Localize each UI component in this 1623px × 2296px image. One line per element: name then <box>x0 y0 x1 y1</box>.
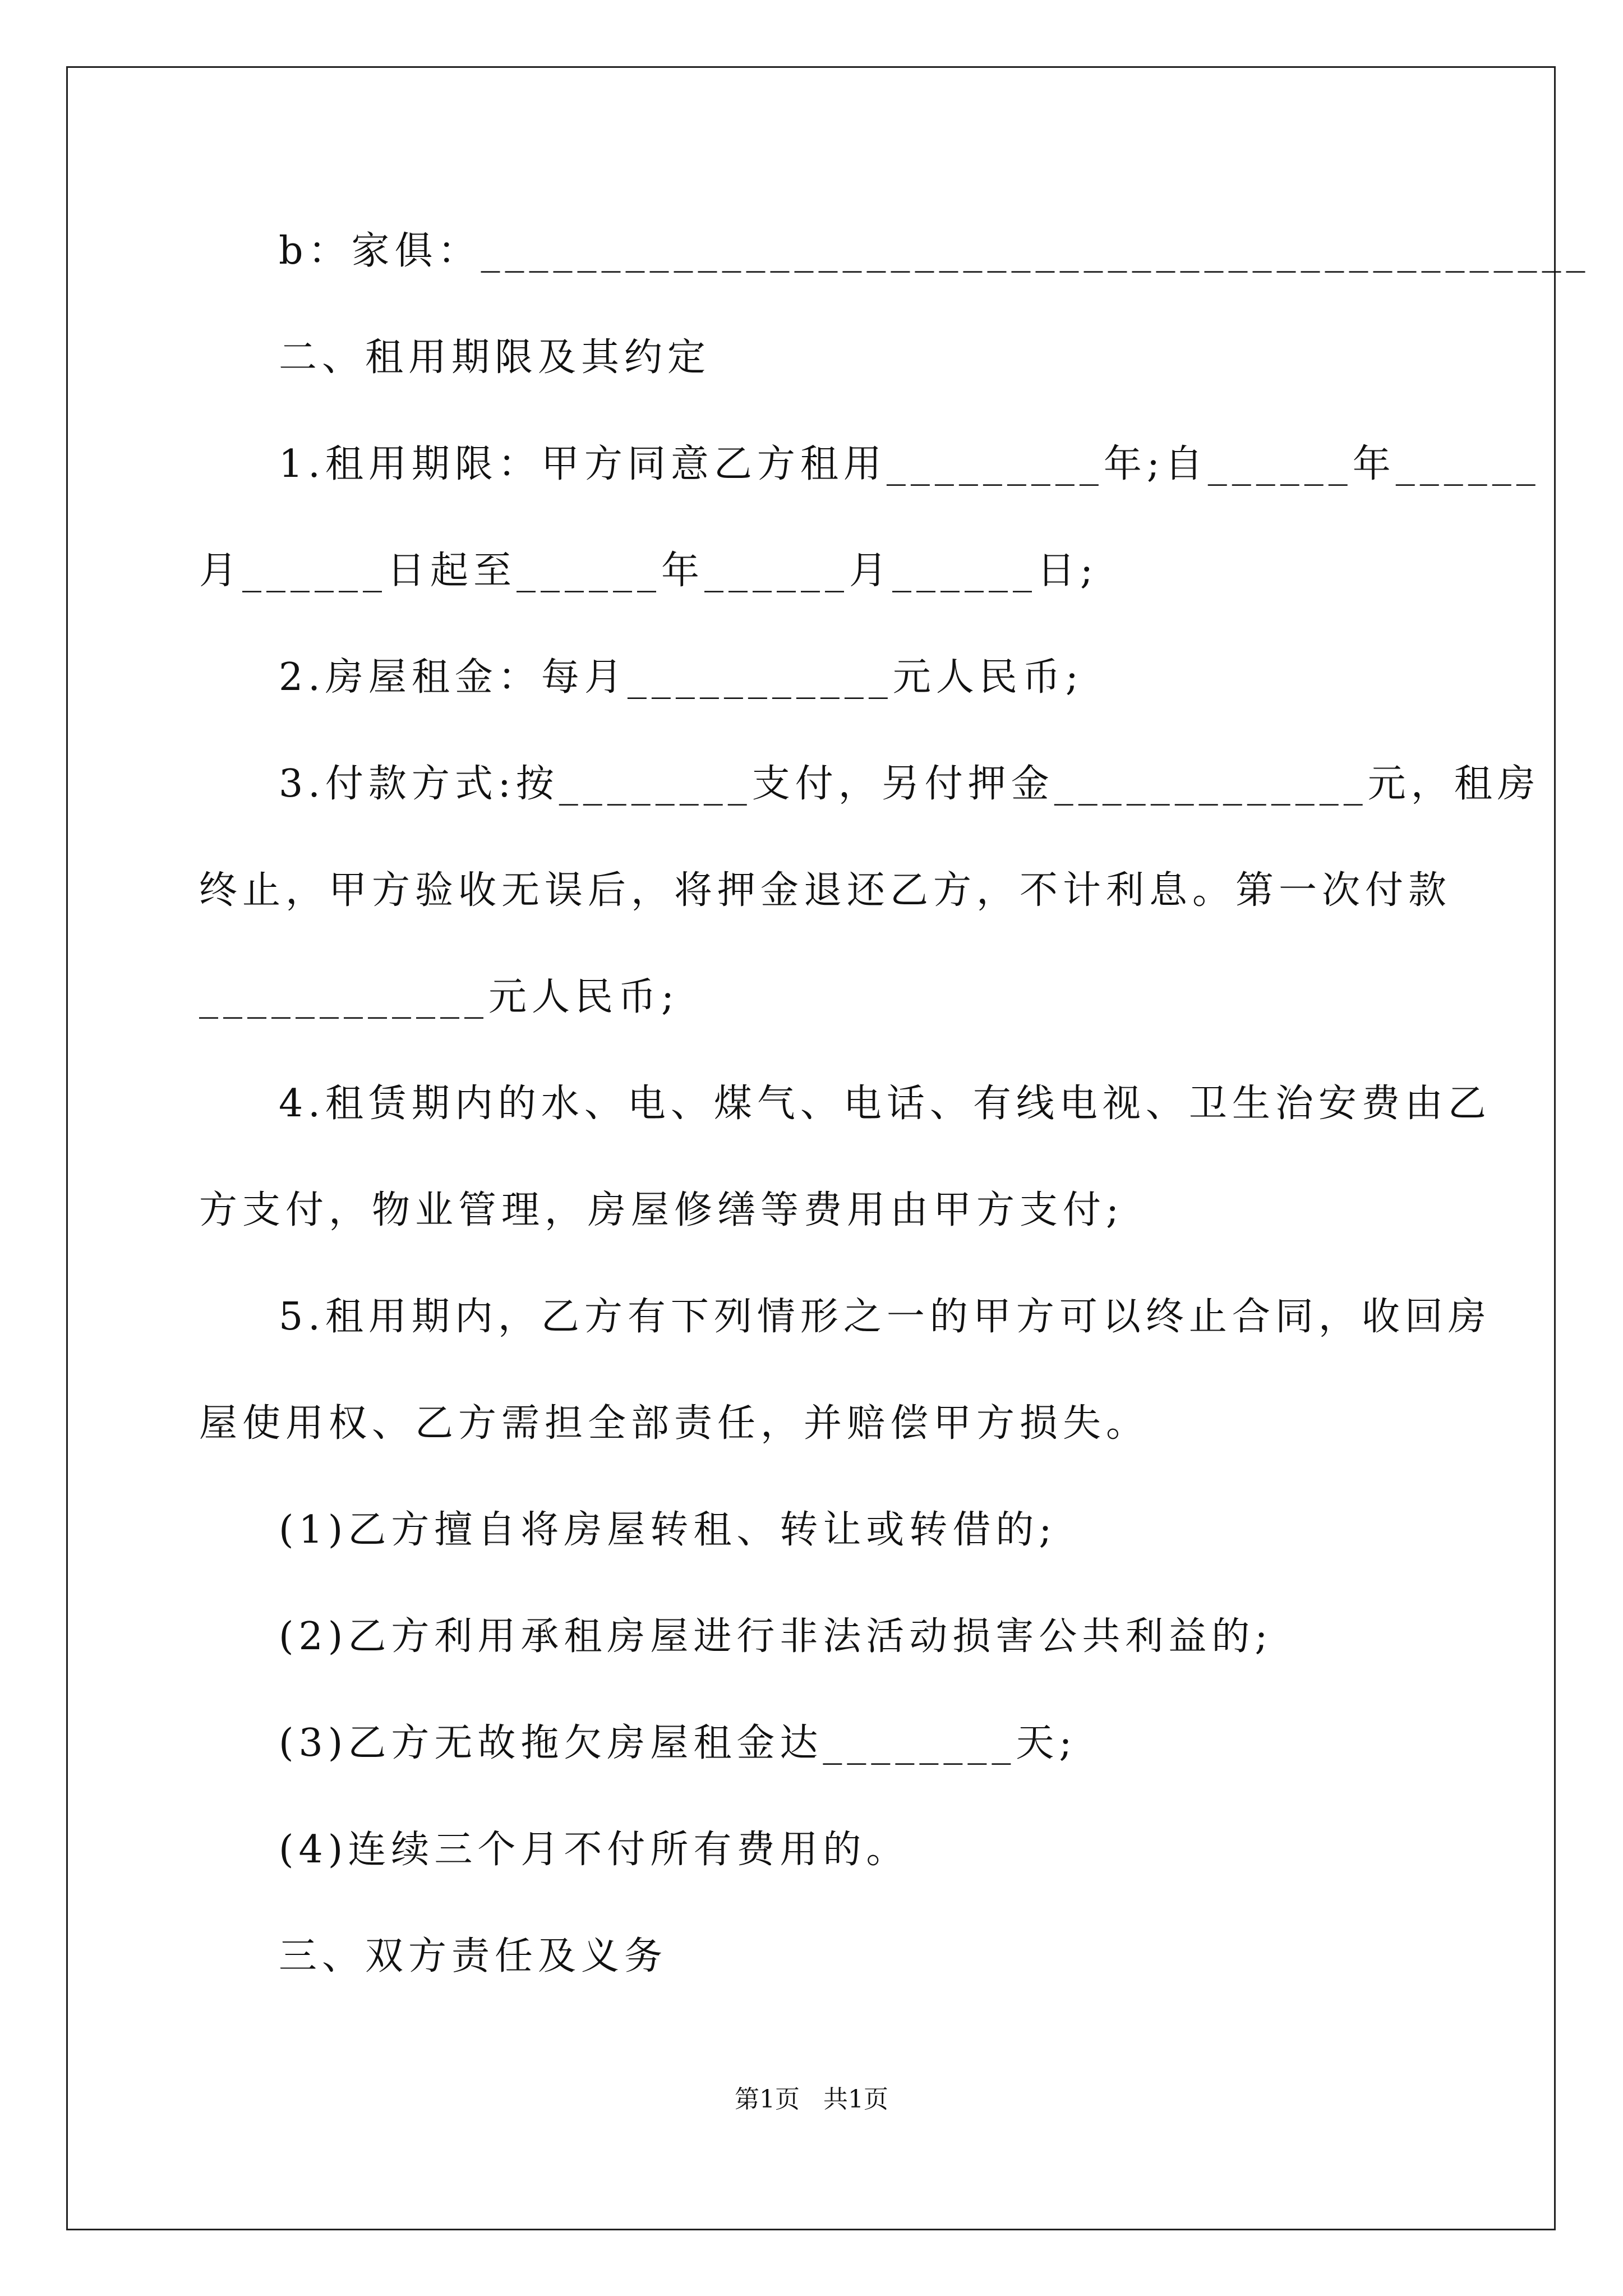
clause-2-rent: 2.房屋租金：每月___________元人民币; <box>279 655 1083 700</box>
section-3-heading: 三、双方责任及义务 <box>279 1934 668 1978</box>
item-3-arrears: (3)乙方无故拖欠房屋租金达________天; <box>279 1721 1077 1765</box>
clause-3-first-payment: ____________元人民币; <box>199 975 679 1019</box>
page-border <box>66 66 1556 2230</box>
section-2-heading: 二、租用期限及其约定 <box>279 335 711 380</box>
clause-3-payment: 3.付款方式:按________支付，另付押金_____________元，租房 <box>279 762 1541 806</box>
page-number-footer: 第1页 共1页 <box>735 2085 888 2114</box>
clause-4-utilities: 4.租赁期内的水、电、煤气、电话、有线电视、卫生治安费由乙 <box>279 1082 1491 1126</box>
clause-1-term: 1.租用期限：甲方同意乙方租用_________年;自______年______ <box>279 442 1541 486</box>
clause-1-term-cont: 月______日起至______年______月______日; <box>199 549 1098 593</box>
item-1-sublet: (1)乙方擅自将房屋转租、转让或转借的; <box>279 1508 1057 1552</box>
clause-5-termination: 5.租用期内，乙方有下列情形之一的甲方可以终止合同，收回房 <box>279 1295 1491 1339</box>
clause-3-payment-cont: 终止，甲方验收无误后，将押金退还乙方，不计利息。第一次付款 <box>199 868 1452 913</box>
item-2-illegal-use: (2)乙方利用承租房屋进行非法活动损害公共利益的; <box>279 1614 1273 1659</box>
clause-4-utilities-cont: 方支付，物业管理，房屋修缮等费用由甲方支付; <box>199 1188 1124 1232</box>
clause-5-termination-cont: 屋使用权、乙方需担全部责任，并赔偿甲方损失。 <box>199 1401 1150 1446</box>
furniture-line: b：家俱：______________________________________________ <box>279 229 1590 273</box>
item-4-unpaid-fees: (4)连续三个月不付所有费用的。 <box>279 1828 910 1872</box>
